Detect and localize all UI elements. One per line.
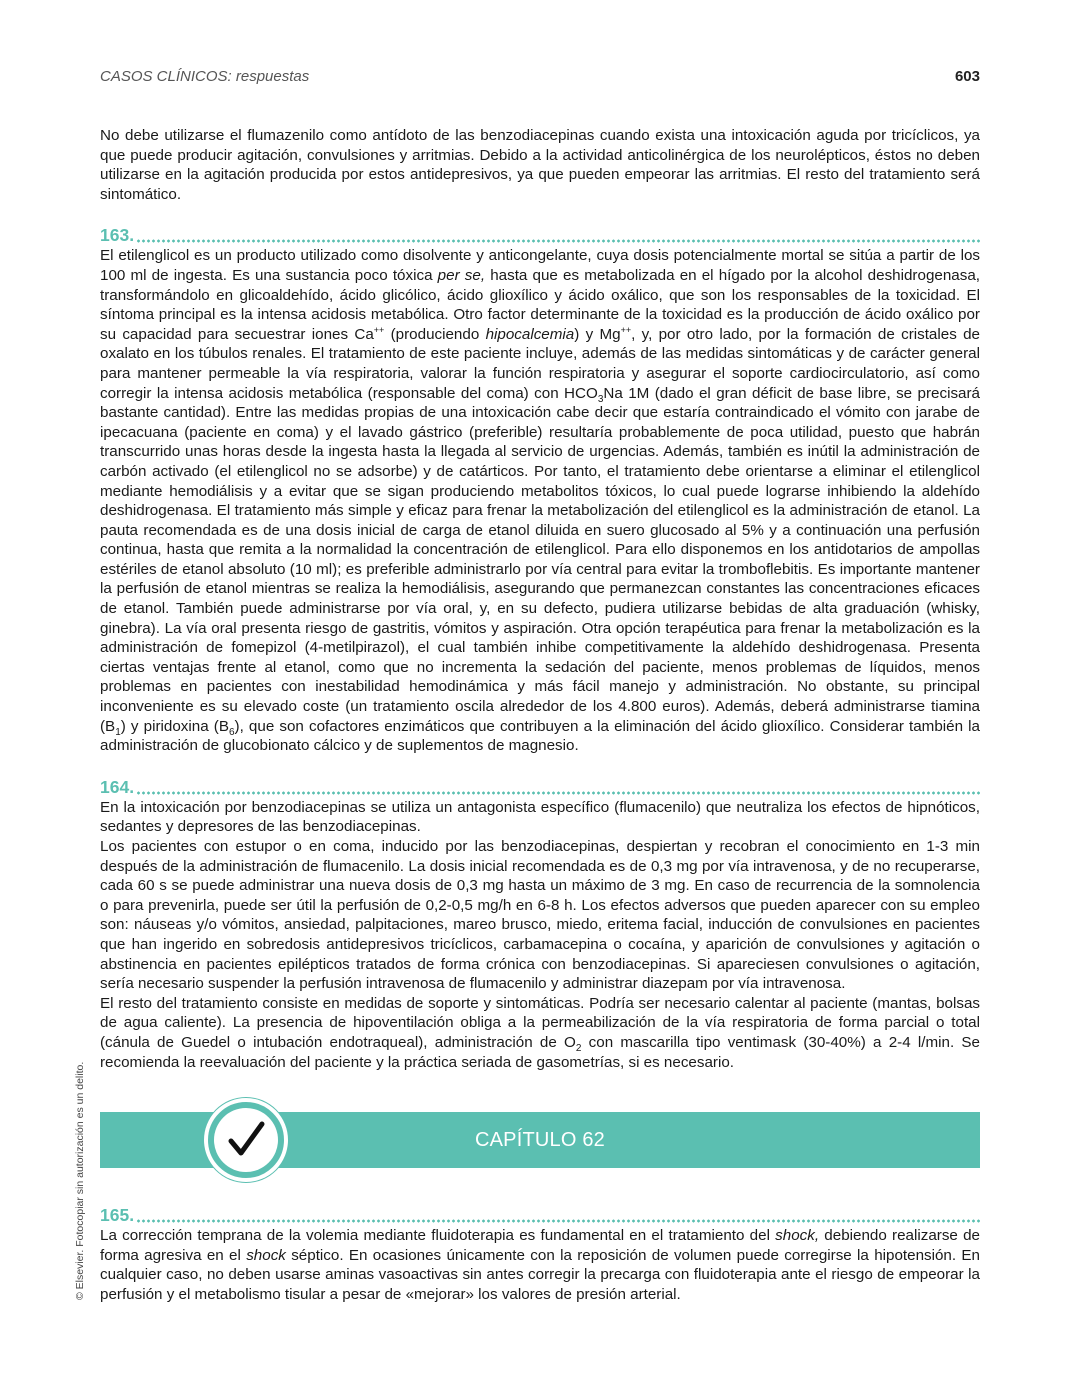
dotted-rule — [136, 239, 980, 243]
answer-number: 165. — [100, 1205, 135, 1226]
answer-heading — [100, 222, 980, 246]
chapter-title: CAPÍTULO 62 — [474, 1128, 606, 1151]
answer-165 — [100, 1202, 980, 1304]
copyright-side-note: © Elsevier. Fotocopiar sin autorización es un delito. — [74, 1061, 86, 1300]
answer-number: 163. — [100, 225, 135, 246]
dotted-rule — [136, 791, 980, 795]
intro-paragraph: No debe utilizarse el flumazenilo como antídoto de las benzodiacepinas cuando exista una intoxicación aguda por tricíclicos, ya que puede producir agitación, convulsiones y arritmias. Debido a la actividad anticolinérgica de los neurolépticos, éstos no deben utilizarse en la agitación producida por estos antidepresivos, ya que pueden empeorar las arritmias. El resto del tratamiento será sintomático. — [100, 127, 980, 203]
running-title: CASOS CLÍNICOS: respuestas — [100, 68, 310, 85]
answer-164 — [100, 774, 980, 1072]
answer-heading — [100, 1202, 980, 1226]
answer-number: 164. — [100, 776, 135, 797]
answer-163 — [100, 222, 980, 755]
answer-heading — [100, 774, 980, 798]
chapter-banner — [100, 1112, 980, 1168]
answer-paragraph: En la intoxicación por benzodiacepinas se utiliza un antagonista específico (flumacenilo) que neutraliza los efectos de hipnóticos, sedantes y depresores de las benzodiacepinas. — [100, 798, 980, 836]
answer-paragraph: La corrección temprana de la volemia mediante fluidoterapia es fundamental en el tratamiento del shock, debiendo realizarse de forma agresiva en el shock séptico. En ocasiones únicamente con la reposición de volumen puede corregirse la hipotensión. En cualquier caso, no deben usarse aminas vasoactivas sin antes corregir la precarga con fluidoterapia ante el riesgo de empeorar la perfusión y el metabolismo tisular a pesar de «mejorar» los valores de presión arterial. — [100, 1227, 980, 1303]
page-number: 603 — [954, 68, 980, 85]
dotted-rule — [136, 1219, 980, 1223]
answer-paragraph: El etilenglicol es un producto utilizado como disolvente y anticongelante, cuya dosis potencialmente mortal se sitúa a partir de los 100 ml de ingesta. Es una sustancia poco tóxica per se, hasta que es metabolizada en el hígado por la alcohol deshidrogenasa, transformándolo en glicoaldehído, ácido glicólico, ácido glioxílico y ácido oxálico, que son los responsables de la toxicidad. El síntoma principal es la intensa acidosis metabólica. Otro factor determinante de la toxicidad es la producción de ácido oxálico por su capacidad para secuestrar iones Ca++ (produciendo hipocalcemia) y Mg++, y, por otro lado, por la formación de cristales de oxalato en los túbulos renales. El tratamiento de este paciente incluye, además de las medidas sintomáticas y de carácter general para mantener permeable la vía respiratoria, valorar la función respiratoria y asegurar el soporte cardiocirculatorio, así como corregir la intensa acidosis metabólica (responsable del coma) con $HCO_3Na$ 1M (dado el gran déficit de base libre, se precisará bastante cantidad). Entre las medidas propias de una intoxicación cabe decir que estaría contraindicado el vómito con jarabe de ipecacuana (paciente en coma) y el lavado gástrico (preferible) resultaría probablemente de poca utilidad, puesto que habrán transcurrido unas horas desde la ingesta hasta la llegada al servicio de urgencias. Además, también es inútil la administración de carbón activado (el etilenglicol no se adsorbe) y de catárticos. Por tanto, el tratamiento debe orientarse a eliminar el etilenglicol mediante hemodiálisis y a evitar que se sigan produciendo metabolitos tóxicos, lo cual puede lograrse inhibiendo la aldehído deshidrogenasa. El tratamiento más simple y eficaz para frenar la metabolización del etilenglicol es la administración de etanol. La pauta recomendada es de una dosis inicial de carga de etanol diluida en suero glucosado al 5% y a continuación una perfusión continua, hasta que remita a la normalidad la concentración de etilenglicol. Para ello disponemos en los antidotarios de ampollas estériles de etanol absoluto (10 ml); es preferible administrarlo por vía central para evitar la tromboflebitis. Es importante mantener la perfusión de etanol mientras se realiza la hemodiálisis, asegurando que permanezcan constantes las concentraciones eficaces de etanol. También puede administrarse por vía oral, y, en su defecto, pudiera utilizarse bebidas de alta graduación (whisky, ginebra). La vía oral presenta riesgo de gastritis, vómitos y aspiración. Otra opción terapéutica para frenar la metabolización es la administración de fomepizol (4-metilpirazol), el cual también inhibe competitivamente la aldehído deshidrogenasa. Presenta ciertas ventajas frente al etanol, como que no incrementa la sedación del paciente, menos problemas de líquidos, menos problemas en pacientes con inestabilidad hemodinámica y más fácil manejo y administración. No obstante, su principal inconveniente es su elevado coste (un tratamiento oscila alrededor de los 4.800 euros). Además, deberá administrarse tiamina $(B_1)$ y piridoxina $(B_6)$, que son cofactores enzimáticos que contribuyen a la eliminación del ácido glioxílico. Considerar también la administración de glucobionato cálcico y de suplementos de magnesio. — [100, 247, 980, 755]
page-content — [100, 126, 980, 1305]
answer-paragraph: El resto del tratamiento consiste en medidas de soporte y sintomáticas. Podría ser necesario calentar al paciente (mantas, bolsas de agua caliente). La presencia de hipoventilación obliga a la permeabilización de la vía respiratoria de forma parcial o total (cánula de Guedel o intubación endotraqueal), administración de $O_2$ con mascarilla tipo ventimask (30-40%) a 2-4 l/min. Se recomienda la reevaluación del paciente y la práctica seriada de gasometrías, si es necesario. — [100, 994, 980, 1071]
answer-paragraph: Los pacientes con estupor o en coma, inducido por las benzodiacepinas, despiertan y recobran el conocimiento en 1-3 min después de la administración de flumacenilo. La dosis inicial recomendada es de 0,3 mg por vía intravenosa, y de no recuperarse, cada 60 s se puede administrar una nueva dosis de 0,3 mg hasta un máximo de 3 mg. En caso de recurrencia de la somnolencia o para prevenirla, puede ser útil la perfusión de 0,2-0,5 mg/h en 6-8 h. Los efectos adversos que pueden aparecer con su empleo son: náuseas y/o vómitos, ansiedad, palpitaciones, mareo brusco, miedo, eritema facial, inducción de convulsiones en pacientes que han ingerido en sobredosis antidepresivos tricíclicos, carbamacepina o cocaína, y aparición de convulsiones y agitación o abstinencia en pacientes epilépticos tratados de forma crónica con benzodiacepinas. Si apareciesen convulsiones o agitación, sería necesario suspender la perfusión intravenosa de flumacenilo y administrar diazepam por vía intravenosa. — [100, 838, 980, 993]
